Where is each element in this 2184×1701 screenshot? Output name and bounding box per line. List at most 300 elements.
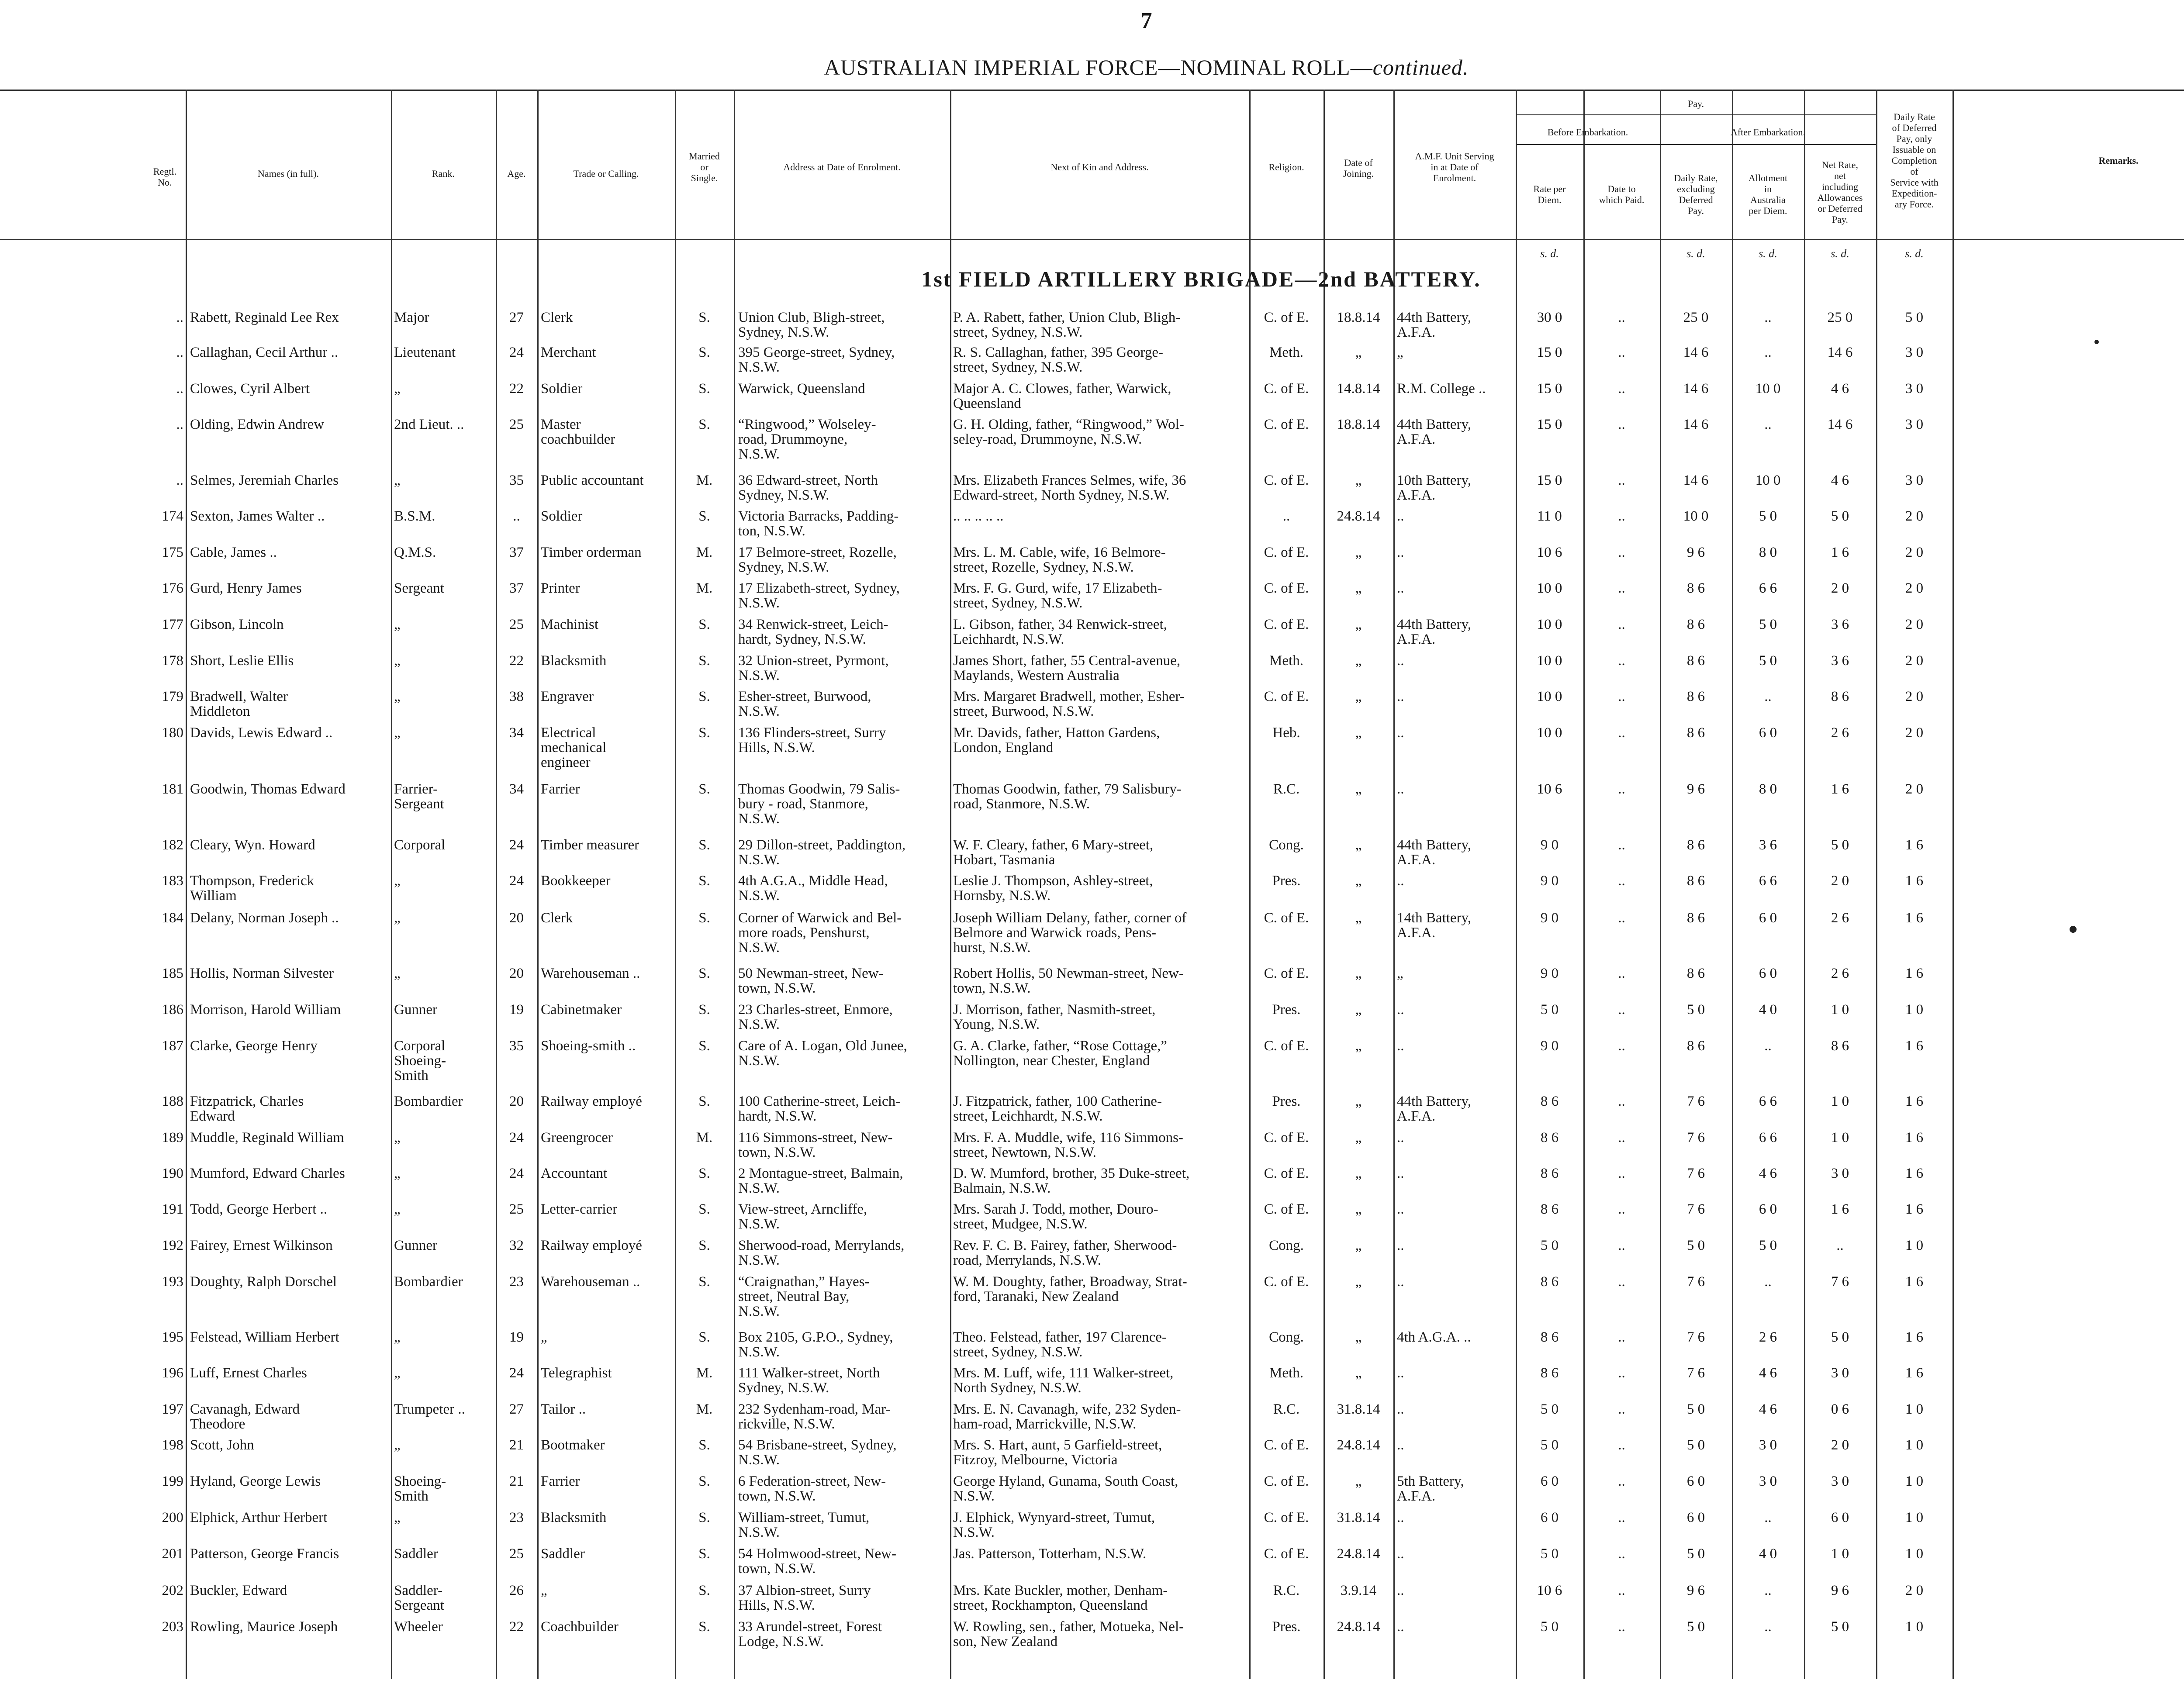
cell-rate: 10 6: [1537, 1583, 1562, 1598]
cell-net: 4 6: [1831, 381, 1849, 396]
cell-daily: 5 0: [1686, 1238, 1705, 1253]
cell-no: 203: [162, 1619, 183, 1634]
cell-trade: „: [541, 1330, 547, 1345]
cell-no: 198: [162, 1438, 183, 1453]
cell-unit: R.M. College ..: [1397, 381, 1486, 396]
cell-ms: S.: [698, 782, 710, 797]
cell-no: ..: [176, 417, 183, 432]
cell-rank: Gunner: [394, 1238, 437, 1253]
cell-unit: ..: [1397, 689, 1404, 704]
cell-allot: 4 6: [1759, 1366, 1777, 1380]
cell-date: „: [1355, 838, 1362, 852]
cell-rate: 15 0: [1537, 473, 1562, 488]
cell-net: 3 0: [1831, 1366, 1849, 1380]
cell-unit: ..: [1397, 1166, 1404, 1181]
cell-rate: 8 6: [1540, 1166, 1559, 1181]
cell-unit: ..: [1397, 1202, 1404, 1217]
cell-kin: P. A. Rabett, father, Union Club, Bligh- street, Sydney, N.S.W.: [953, 310, 1181, 340]
embarkation-rule: [1516, 144, 1876, 145]
cell-rate: 8 6: [1540, 1366, 1559, 1380]
cell-addr: 17 Elizabeth-street, Sydney, N.S.W.: [738, 581, 900, 611]
cell-name: Bradwell, Walter Middleton: [190, 689, 288, 719]
cell-unit: ..: [1397, 873, 1404, 888]
cell-age: 22: [509, 381, 524, 396]
cell-rate: 5 0: [1540, 1546, 1559, 1561]
table-row: [0, 310, 2184, 346]
cell-def: 2 0: [1905, 509, 1924, 524]
cell-rel: Cong.: [1269, 1238, 1304, 1253]
cell-def: 2 0: [1905, 617, 1924, 632]
cell-no: 176: [162, 581, 183, 596]
cell-addr: Thomas Goodwin, 79 Salis- bury - road, Stanmore, N.S.W.: [738, 782, 900, 826]
table-row: [0, 1583, 2184, 1619]
cell-kin: G. H. Olding, father, “Ringwood,” Wol- seley-road, Drummoyne, N.S.W.: [953, 417, 1184, 447]
cell-rel: R.C.: [1273, 1402, 1300, 1417]
cell-trade: Railway employé: [541, 1094, 642, 1109]
cell-def: 1 0: [1905, 1510, 1924, 1525]
cell-date: „: [1355, 581, 1362, 596]
header-deferred-pay: Daily Rate of Deferred Pay, only Issuable on Completion of Service with Expedition- ary Force.: [1890, 111, 1939, 210]
cell-addr: 232 Sydenham-road, Mar- rickville, N.S.W.: [738, 1402, 891, 1432]
cell-paid: ..: [1618, 473, 1625, 488]
cell-age: 21: [509, 1438, 524, 1453]
cell-age: 25: [509, 617, 524, 632]
cell-date: „: [1355, 545, 1362, 560]
cell-unit: ..: [1397, 1438, 1404, 1453]
cell-paid: ..: [1618, 1546, 1625, 1561]
cell-allot: ..: [1764, 345, 1772, 360]
cell-age: 20: [509, 1094, 524, 1109]
cell-trade: Coachbuilder: [541, 1619, 619, 1634]
table-row: [0, 345, 2184, 381]
cell-rate: 6 0: [1540, 1510, 1559, 1525]
cell-daily: 7 6: [1686, 1202, 1705, 1217]
cell-rank: Major: [394, 310, 429, 325]
cell-rate: 15 0: [1537, 345, 1562, 360]
cell-trade: Merchant: [541, 345, 596, 360]
cell-name: Mumford, Edward Charles: [190, 1166, 345, 1181]
cell-paid: ..: [1618, 838, 1625, 852]
cell-rank: „: [394, 1510, 401, 1525]
cell-age: 25: [509, 1546, 524, 1561]
cell-age: 19: [509, 1330, 524, 1345]
cell-kin: Joseph William Delany, father, corner of Belmore and Warwick roads, Pens- hurst, N.S.W.: [953, 911, 1187, 955]
cell-age: 26: [509, 1583, 524, 1598]
cell-name: Davids, Lewis Edward ..: [190, 725, 333, 740]
header-rate-per-diem: Rate per Diem.: [1533, 183, 1566, 205]
cell-daily: 5 0: [1686, 1546, 1705, 1561]
cell-paid: ..: [1618, 1402, 1625, 1417]
header-address: Address at Date of Enrolment.: [783, 162, 901, 173]
cell-ms: S.: [698, 911, 710, 925]
cell-def: 1 0: [1905, 1402, 1924, 1417]
cell-net: 25 0: [1827, 310, 1853, 325]
cell-no: 183: [162, 873, 183, 888]
table-row: [0, 911, 2184, 955]
cell-unit: ..: [1397, 1274, 1404, 1289]
cell-daily: 8 6: [1686, 653, 1705, 668]
cell-rank: Shoeing- Smith: [394, 1474, 446, 1504]
cell-rel: Cong.: [1269, 1330, 1304, 1345]
cell-rank: Bombardier: [394, 1274, 463, 1289]
cell-trade: Machinist: [541, 617, 598, 632]
cell-rel: Heb.: [1272, 725, 1300, 740]
unit-net: s. d.: [1831, 247, 1849, 260]
cell-net: 5 0: [1831, 1619, 1849, 1634]
cell-date: „: [1355, 966, 1362, 981]
cell-addr: 395 George-street, Sydney, N.S.W.: [738, 345, 895, 375]
cell-no: 197: [162, 1402, 183, 1417]
cell-allot: 6 6: [1759, 1094, 1777, 1109]
cell-allot: 5 0: [1759, 653, 1777, 668]
cell-allot: 10 0: [1755, 381, 1781, 396]
cell-def: 2 0: [1905, 653, 1924, 668]
cell-def: 1 6: [1905, 1202, 1924, 1217]
cell-rel: Pres.: [1272, 1619, 1301, 1634]
cell-date: „: [1355, 873, 1362, 888]
cell-date: „: [1355, 473, 1362, 488]
cell-no: ..: [176, 381, 183, 396]
cell-rank: Q.M.S.: [394, 545, 436, 560]
header-allotment: Allotment in Australia per Diem.: [1748, 173, 1788, 216]
cell-rank: „: [394, 1438, 401, 1453]
cell-kin: Leslie J. Thompson, Ashley-street, Hornsby, N.S.W.: [953, 873, 1153, 903]
cell-paid: ..: [1618, 1002, 1625, 1017]
cell-rate: 8 6: [1540, 1130, 1559, 1145]
cell-age: 34: [509, 725, 524, 740]
cell-age: 27: [509, 310, 524, 325]
cell-trade: Accountant: [541, 1166, 608, 1181]
cell-date: „: [1355, 1039, 1362, 1053]
cell-unit: ..: [1397, 1366, 1404, 1380]
cell-ms: S.: [698, 1474, 710, 1489]
cell-rank: „: [394, 1166, 401, 1181]
cell-age: 24: [509, 345, 524, 360]
cell-allot: 6 6: [1759, 1130, 1777, 1145]
stray-mark: [2070, 926, 2077, 933]
table-row: [0, 689, 2184, 725]
cell-date: „: [1355, 782, 1362, 797]
cell-name: Buckler, Edward: [190, 1583, 287, 1598]
cell-rate: 11 0: [1537, 509, 1562, 524]
cell-date: „: [1355, 911, 1362, 925]
cell-name: Sexton, James Walter ..: [190, 509, 325, 524]
table-row: [0, 782, 2184, 826]
cell-no: 181: [162, 782, 183, 797]
cell-trade: Bootmaker: [541, 1438, 605, 1453]
cell-net: 14 6: [1827, 417, 1853, 432]
cell-no: 192: [162, 1238, 183, 1253]
cell-paid: ..: [1618, 1274, 1625, 1289]
cell-age: 34: [509, 782, 524, 797]
table-row: [0, 1238, 2184, 1274]
cell-rel: ..: [1282, 509, 1290, 524]
cell-daily: 25 0: [1683, 310, 1709, 325]
cell-addr: 111 Walker-street, North Sydney, N.S.W.: [738, 1366, 880, 1395]
cell-addr: Corner of Warwick and Bel- more roads, Penshurst, N.S.W.: [738, 911, 902, 955]
cell-paid: ..: [1618, 782, 1625, 797]
unit-deferred: s. d.: [1905, 247, 1924, 260]
cell-def: 1 6: [1905, 873, 1924, 888]
cell-ms: M.: [696, 1130, 713, 1145]
header-age: Age.: [507, 168, 526, 179]
cell-ms: S.: [698, 1274, 710, 1289]
cell-rel: C. of E.: [1264, 911, 1309, 925]
cell-age: 38: [509, 689, 524, 704]
cell-date: 24.8.14: [1337, 1438, 1380, 1453]
cell-net: 5 0: [1831, 838, 1849, 852]
cell-paid: ..: [1618, 1202, 1625, 1217]
cell-rank: Corporal Shoeing- Smith: [394, 1039, 446, 1083]
cell-age: 20: [509, 966, 524, 981]
cell-daily: 5 0: [1686, 1402, 1705, 1417]
cell-rank: „: [394, 1202, 401, 1217]
cell-date: „: [1355, 689, 1362, 704]
cell-unit: ..: [1397, 1510, 1404, 1525]
cell-net: 0 6: [1831, 1402, 1849, 1417]
cell-kin: James Short, father, 55 Central-avenue, Maylands, Western Australia: [953, 653, 1181, 683]
header-next-of-kin: Next of Kin and Address.: [1051, 162, 1149, 173]
cell-ms: S.: [698, 509, 710, 524]
cell-rel: C. of E.: [1264, 310, 1309, 325]
cell-age: 37: [509, 581, 524, 596]
cell-rel: Meth.: [1269, 345, 1303, 360]
cell-date: „: [1355, 1166, 1362, 1181]
cell-date: 14.8.14: [1337, 381, 1380, 396]
cell-ms: S.: [698, 1438, 710, 1453]
cell-date: 24.8.14: [1337, 1546, 1380, 1561]
cell-daily: 8 6: [1686, 911, 1705, 925]
cell-net: 7 6: [1831, 1274, 1849, 1289]
cell-ms: M.: [696, 1402, 713, 1417]
cell-date: „: [1355, 1130, 1362, 1145]
cell-rank: Saddler: [394, 1546, 438, 1561]
cell-name: Muddle, Reginald William: [190, 1130, 344, 1145]
cell-paid: ..: [1618, 653, 1625, 668]
cell-def: 1 6: [1905, 1366, 1924, 1380]
cell-unit: 44th Battery, A.F.A.: [1397, 417, 1472, 447]
cell-ms: S.: [698, 1619, 710, 1634]
cell-rank: „: [394, 473, 401, 488]
cell-kin: Mrs. S. Hart, aunt, 5 Garfield-street, Fitzroy, Melbourne, Victoria: [953, 1438, 1162, 1467]
cell-no: 190: [162, 1166, 183, 1181]
cell-age: 37: [509, 545, 524, 560]
header-religion: Religion.: [1268, 162, 1304, 173]
cell-kin: R. S. Callaghan, father, 395 George- street, Sydney, N.S.W.: [953, 345, 1164, 375]
cell-name: Todd, George Herbert ..: [190, 1202, 328, 1217]
cell-rate: 15 0: [1537, 417, 1562, 432]
cell-date: „: [1355, 1274, 1362, 1289]
table-row: [0, 1166, 2184, 1202]
cell-age: 20: [509, 911, 524, 925]
header-date-paid: Date to which Paid.: [1599, 183, 1645, 205]
cell-paid: ..: [1618, 1474, 1625, 1489]
cell-rate: 5 0: [1540, 1002, 1559, 1017]
cell-unit: 14th Battery, A.F.A.: [1397, 911, 1472, 940]
cell-name: Cavanagh, Edward Theodore: [190, 1402, 300, 1432]
cell-unit: 44th Battery, A.F.A.: [1397, 617, 1472, 647]
cell-def: 1 6: [1905, 1094, 1924, 1109]
cell-paid: ..: [1618, 1094, 1625, 1109]
cell-date: 18.8.14: [1337, 310, 1380, 325]
cell-no: 174: [162, 509, 183, 524]
cell-allot: 8 0: [1759, 782, 1777, 797]
cell-daily: 9 6: [1686, 782, 1705, 797]
cell-net: 3 0: [1831, 1474, 1849, 1489]
cell-addr: View-street, Arncliffe, N.S.W.: [738, 1202, 867, 1232]
cell-addr: 34 Renwick-street, Leich- hardt, Sydney, N.S.W.: [738, 617, 888, 647]
cell-daily: 8 6: [1686, 617, 1705, 632]
cell-net: 2 6: [1831, 966, 1849, 981]
cell-allot: 6 6: [1759, 581, 1777, 596]
cell-trade: Timber measurer: [541, 838, 639, 852]
cell-no: 177: [162, 617, 183, 632]
cell-kin: J. Fitzpatrick, father, 100 Catherine- street, Leichhardt, N.S.W.: [953, 1094, 1162, 1124]
cell-name: Cleary, Wyn. Howard: [190, 838, 315, 852]
header-top-rule: [0, 90, 2184, 91]
cell-rate: 6 0: [1540, 1474, 1559, 1489]
cell-def: 2 0: [1905, 581, 1924, 596]
pay-rule: [1516, 114, 1876, 115]
cell-allot: 2 6: [1759, 1330, 1777, 1345]
cell-daily: 14 6: [1683, 473, 1709, 488]
cell-rank: „: [394, 1130, 401, 1145]
cell-addr: 6 Federation-street, New- town, N.S.W.: [738, 1474, 886, 1504]
cell-unit: ..: [1397, 1039, 1404, 1053]
cell-date: „: [1355, 725, 1362, 740]
cell-rank: „: [394, 617, 401, 632]
cell-def: 1 0: [1905, 1238, 1924, 1253]
cell-age: 24: [509, 873, 524, 888]
cell-unit: ..: [1397, 545, 1404, 560]
cell-unit: ..: [1397, 1402, 1404, 1417]
cell-ms: M.: [696, 581, 713, 596]
cell-def: 1 6: [1905, 1039, 1924, 1053]
cell-no: 200: [162, 1510, 183, 1525]
cell-rate: 8 6: [1540, 1330, 1559, 1345]
cell-rank: Lieutenant: [394, 345, 456, 360]
cell-trade: Blacksmith: [541, 1510, 607, 1525]
cell-daily: 14 6: [1683, 381, 1709, 396]
cell-rate: 10 0: [1537, 581, 1562, 596]
cell-rate: 9 0: [1540, 966, 1559, 981]
cell-allot: 5 0: [1759, 1238, 1777, 1253]
cell-unit: ..: [1397, 725, 1404, 740]
cell-net: 1 0: [1831, 1130, 1849, 1145]
cell-paid: ..: [1618, 1510, 1625, 1525]
cell-ms: S.: [698, 1166, 710, 1181]
header-daily-rate: Daily Rate, excluding Deferred Pay.: [1674, 173, 1718, 216]
cell-allot: ..: [1764, 689, 1772, 704]
cell-kin: Mrs. F. A. Muddle, wife, 116 Simmons- street, Newtown, N.S.W.: [953, 1130, 1183, 1160]
cell-rel: C. of E.: [1264, 1130, 1309, 1145]
cell-kin: G. A. Clarke, father, “Rose Cottage,” Nollington, near Chester, England: [953, 1039, 1167, 1068]
cell-kin: J. Morrison, father, Nasmith-street, Young, N.S.W.: [953, 1002, 1156, 1032]
cell-allot: 6 6: [1759, 873, 1777, 888]
cell-rank: Bombardier: [394, 1094, 463, 1109]
cell-kin: Mrs. Kate Buckler, mother, Denham- street, Rockhampton, Queensland: [953, 1583, 1168, 1613]
cell-addr: 116 Simmons-street, New- town, N.S.W.: [738, 1130, 893, 1160]
cell-def: 3 0: [1905, 381, 1924, 396]
cell-allot: ..: [1764, 1039, 1772, 1053]
page-title-main: AUSTRALIAN IMPERIAL FORCE—NOMINAL ROLL—: [824, 55, 1373, 79]
cell-allot: 4 0: [1759, 1546, 1777, 1561]
cell-paid: ..: [1618, 966, 1625, 981]
cell-kin: Mrs. Margaret Bradwell, mother, Esher- street, Burwood, N.S.W.: [953, 689, 1185, 719]
cell-net: 2 0: [1831, 873, 1849, 888]
cell-paid: ..: [1618, 1166, 1625, 1181]
cell-addr: 37 Albion-street, Surry Hills, N.S.W.: [738, 1583, 871, 1613]
cell-rank: „: [394, 653, 401, 668]
cell-trade: Blacksmith: [541, 653, 607, 668]
cell-name: Selmes, Jeremiah Charles: [190, 473, 339, 488]
cell-rel: C. of E.: [1264, 1510, 1309, 1525]
cell-allot: ..: [1764, 1274, 1772, 1289]
cell-name: Gibson, Lincoln: [190, 617, 284, 632]
cell-unit: „: [1397, 966, 1403, 981]
cell-rel: C. of E.: [1264, 1474, 1309, 1489]
cell-paid: ..: [1618, 381, 1625, 396]
cell-allot: 5 0: [1759, 617, 1777, 632]
cell-trade: Tailor ..: [541, 1402, 586, 1417]
cell-no: 185: [162, 966, 183, 981]
cell-age: 22: [509, 1619, 524, 1634]
cell-age: 19: [509, 1002, 524, 1017]
cell-name: Elphick, Arthur Herbert: [190, 1510, 328, 1525]
cell-daily: 8 6: [1686, 581, 1705, 596]
cell-name: Felstead, William Herbert: [190, 1330, 339, 1345]
table-row: [0, 1202, 2184, 1238]
table-row: [0, 1402, 2184, 1438]
cell-unit: ..: [1397, 1002, 1404, 1017]
cell-addr: “Craignathan,” Hayes- street, Neutral Bay, N.S.W.: [738, 1274, 870, 1319]
cell-allot: 4 6: [1759, 1402, 1777, 1417]
cell-name: Olding, Edwin Andrew: [190, 417, 325, 432]
cell-addr: 4th A.G.A., Middle Head, N.S.W.: [738, 873, 888, 903]
cell-kin: Thomas Goodwin, father, 79 Salisbury- road, Stanmore, N.S.W.: [953, 782, 1182, 811]
cell-name: Short, Leslie Ellis: [190, 653, 294, 668]
cell-daily: 14 6: [1683, 417, 1709, 432]
cell-trade: Clerk: [541, 310, 573, 325]
cell-rate: 10 0: [1537, 617, 1562, 632]
cell-date: „: [1355, 1366, 1362, 1380]
cell-rate: 9 0: [1540, 838, 1559, 852]
cell-kin: Rev. F. C. B. Fairey, father, Sherwood- road, Merrylands, N.S.W.: [953, 1238, 1177, 1268]
cell-trade: Letter-carrier: [541, 1202, 618, 1217]
cell-date: „: [1355, 1094, 1362, 1109]
cell-def: 1 6: [1905, 1130, 1924, 1145]
cell-kin: L. Gibson, father, 34 Renwick-street, Leichhardt, N.S.W.: [953, 617, 1167, 647]
cell-trade: Cabinetmaker: [541, 1002, 622, 1017]
cell-no: 179: [162, 689, 183, 704]
cell-rank: Trumpeter ..: [394, 1402, 465, 1417]
cell-no: 182: [162, 838, 183, 852]
cell-rank: B.S.M.: [394, 509, 435, 524]
cell-ms: S.: [698, 1202, 710, 1217]
cell-rank: „: [394, 873, 401, 888]
cell-addr: Care of A. Logan, Old Junee, N.S.W.: [738, 1039, 907, 1068]
page-number: 7: [1140, 8, 1152, 33]
cell-def: 1 6: [1905, 966, 1924, 981]
cell-no: 187: [162, 1039, 183, 1053]
page-title: [0, 55, 2184, 80]
cell-trade: Master coachbuilder: [541, 417, 615, 447]
cell-kin: .. .. .. .. ..: [953, 509, 1004, 524]
cell-no: 191: [162, 1202, 183, 1217]
cell-ms: S.: [698, 310, 710, 325]
cell-paid: ..: [1618, 725, 1625, 740]
cell-no: ..: [176, 310, 183, 325]
